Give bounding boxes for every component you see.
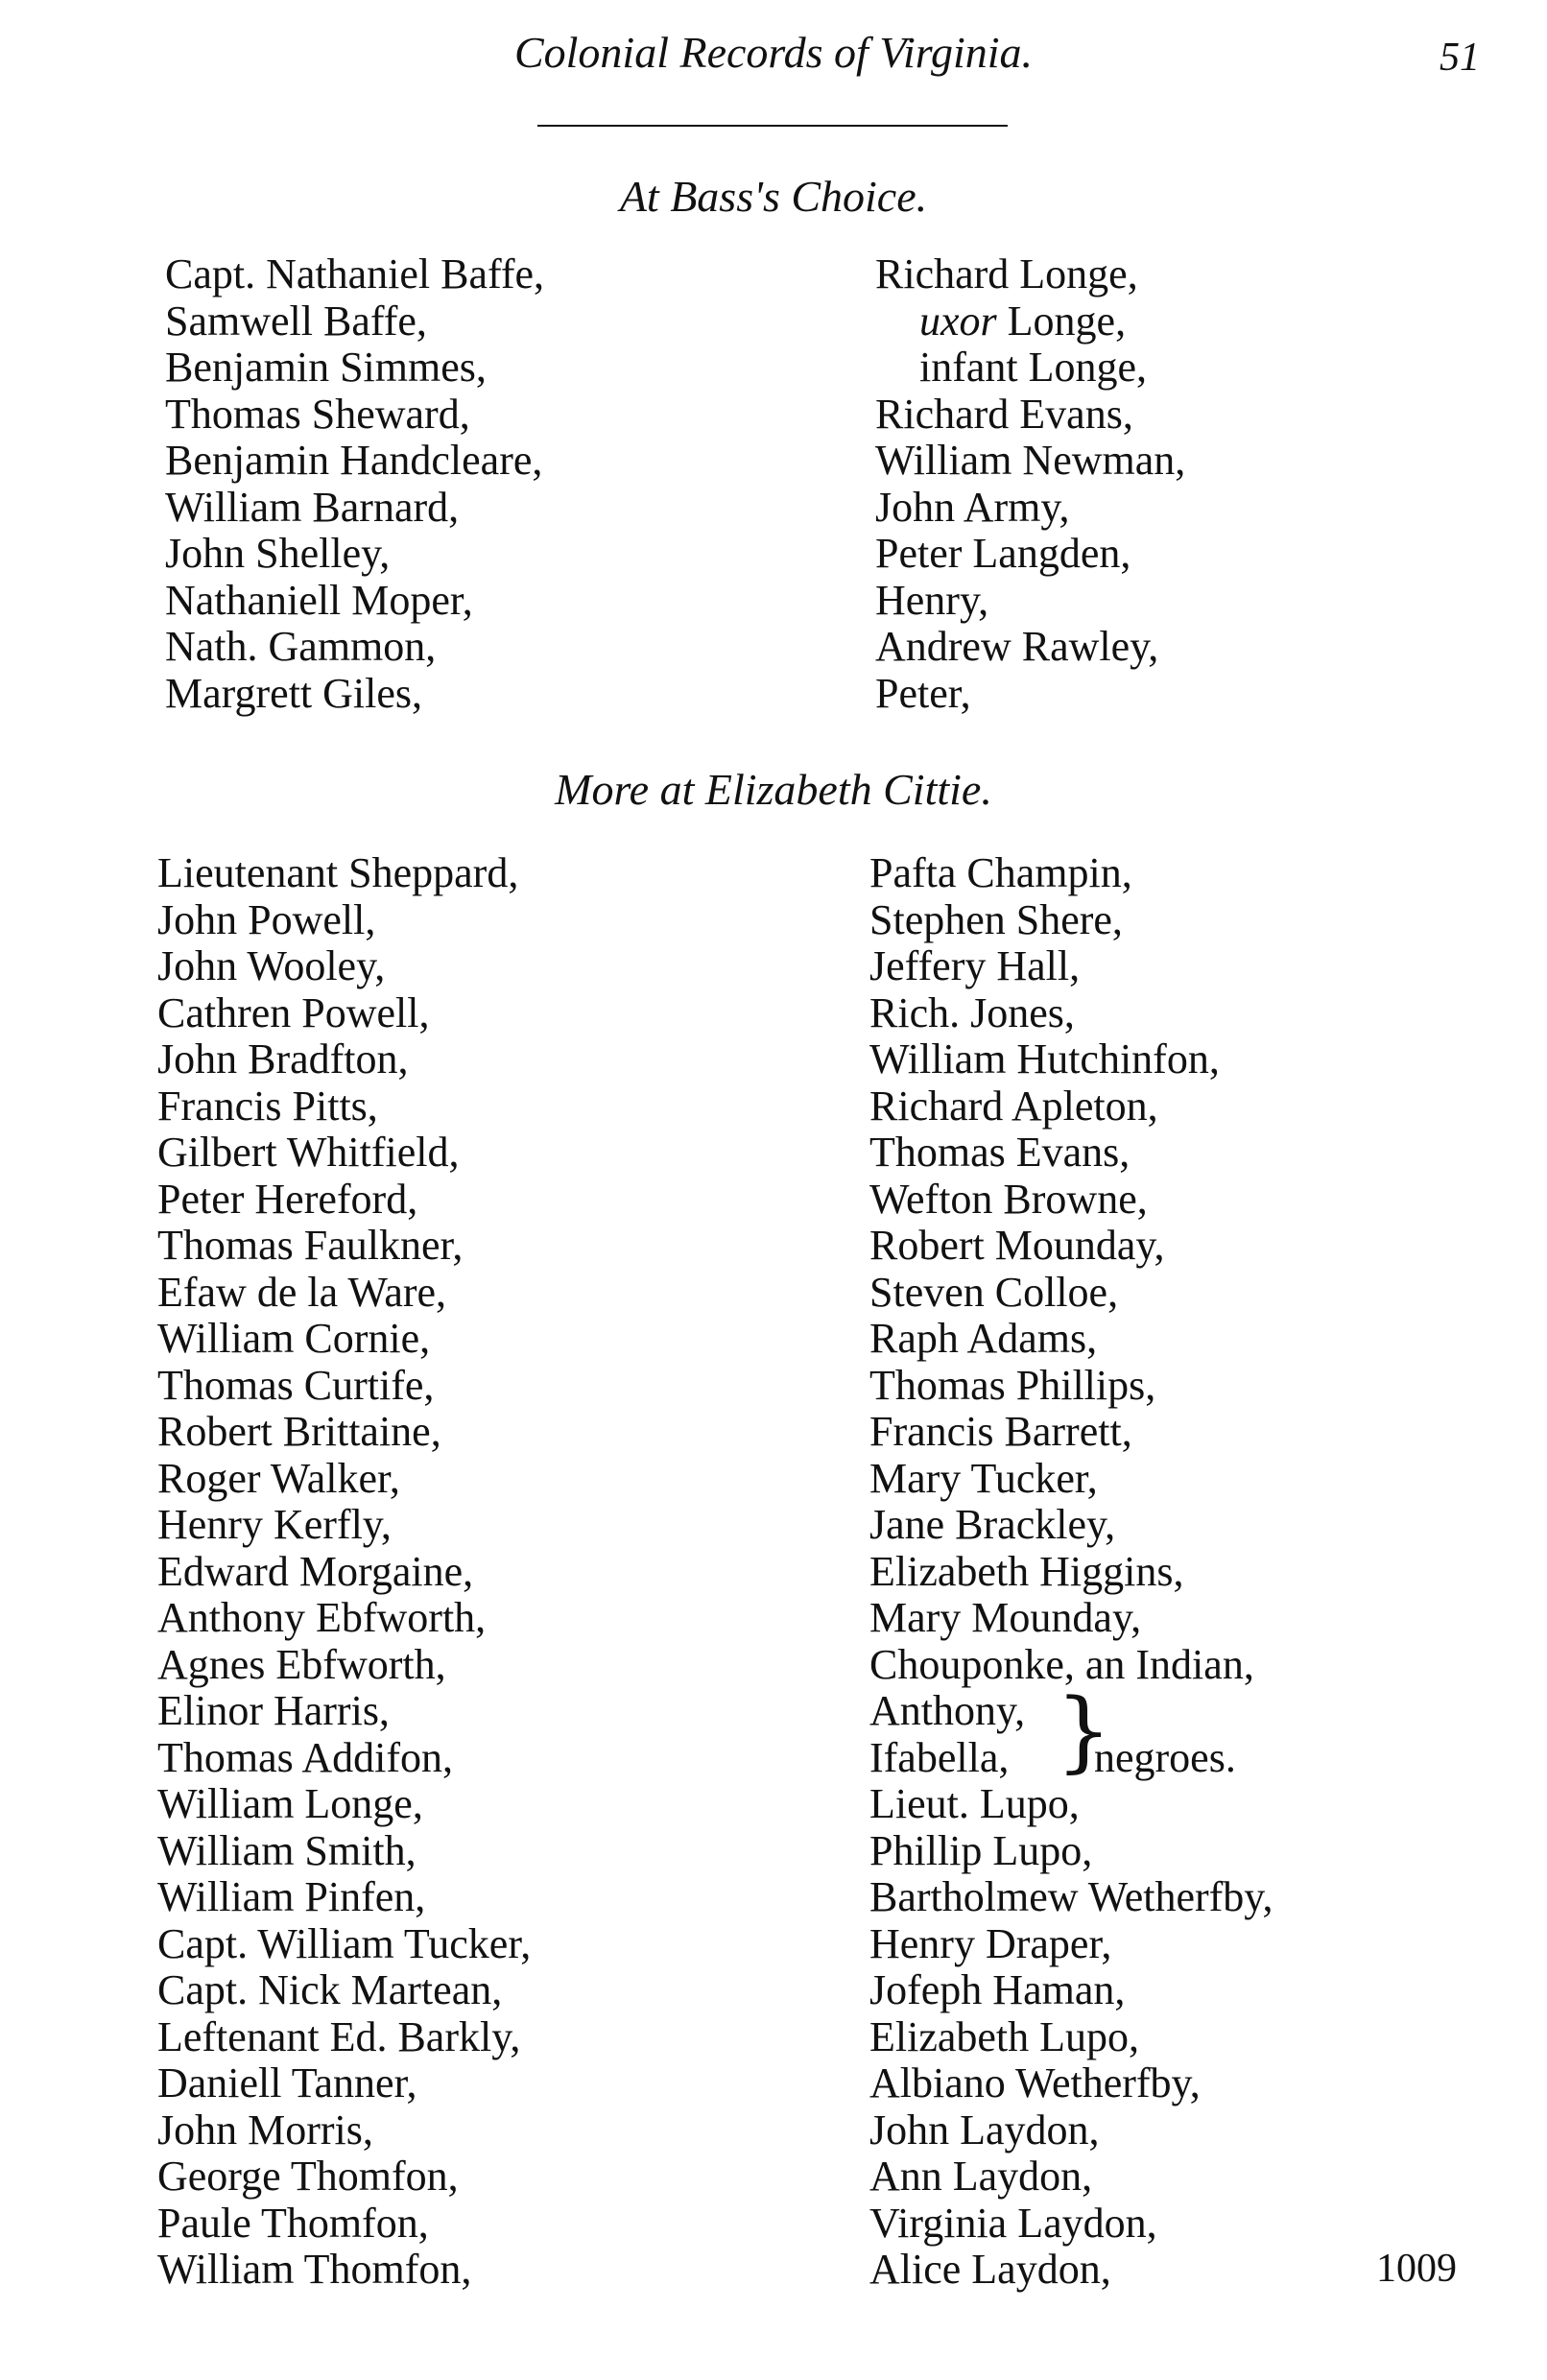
negroes-brace: } bbox=[1056, 1679, 1112, 1782]
name-text: Andrew Rawley, bbox=[875, 623, 1159, 670]
name-text: Peter, bbox=[875, 669, 971, 717]
name-entry bbox=[875, 671, 1185, 718]
negroes-label: negroes. bbox=[1094, 1734, 1236, 1781]
name-entry: Peter Hereford, bbox=[157, 1175, 418, 1223]
name-entry: William Smith, bbox=[157, 1826, 416, 1874]
name-entry: Francis Barrett, bbox=[869, 1408, 1132, 1455]
page-number: 51 bbox=[1440, 36, 1480, 80]
name-entry: Capt. William Tucker, bbox=[157, 1919, 532, 1967]
name-entry: Lieut. Lupo, bbox=[869, 1780, 1080, 1827]
name-entry bbox=[875, 624, 1185, 671]
name-text: Peter Langden, bbox=[875, 530, 1131, 577]
name-entry: Thomas Faulkner, bbox=[157, 1222, 464, 1269]
name-entry: John Shelley, bbox=[165, 530, 391, 577]
name-entry: William Pinfen, bbox=[157, 1873, 426, 1920]
name-text: Longe, bbox=[996, 297, 1127, 345]
name-entry: Raph Adams, bbox=[869, 1315, 1098, 1362]
name-entry: William Cornie, bbox=[157, 1315, 431, 1362]
name-entry: Jane Brackley, bbox=[869, 1501, 1116, 1548]
name-entry: Lieutenant Sheppard, bbox=[157, 849, 519, 896]
name-entry: Edward Morgaine, bbox=[157, 1547, 474, 1595]
elizabeth-cittie-right-column bbox=[869, 850, 1273, 2294]
name-entry: Gilbert Whitfield, bbox=[157, 1129, 460, 1176]
name-entry bbox=[875, 251, 1185, 298]
name-entry: Henry Kerfly, bbox=[157, 1501, 392, 1548]
name-entry: Efaw de la Ware, bbox=[157, 1268, 447, 1316]
name-entry: Bartholmew Wetherfby, bbox=[869, 1873, 1273, 1920]
name-entry: Benjamin Handcleare, bbox=[165, 437, 543, 484]
name-entry: Anthony Ebfworth, bbox=[157, 1594, 487, 1641]
name-entry: Margrett Giles, bbox=[165, 669, 423, 717]
name-entry: Wefton Browne, bbox=[869, 1175, 1148, 1223]
name-entry: Steven Colloe, bbox=[869, 1268, 1119, 1316]
name-entry: Agnes Ebfworth, bbox=[157, 1640, 446, 1688]
name-entry: Daniell Tanner, bbox=[157, 2059, 417, 2106]
bass-choice-right-column bbox=[875, 251, 1185, 717]
name-entry: Jofeph Haman, bbox=[869, 1966, 1126, 2013]
name-entry: Jeffery Hall, bbox=[869, 942, 1081, 989]
signature-number: 1009 bbox=[1376, 2247, 1457, 2291]
name-entry: Ifabella, bbox=[869, 1733, 1010, 1781]
name-entry: Richard Apleton, bbox=[869, 1082, 1158, 1130]
name-entry: Leftenant Ed. Barkly, bbox=[157, 2012, 521, 2060]
name-entry: Robert Mounday, bbox=[869, 1222, 1165, 1269]
name-entry: William Thomfon, bbox=[157, 2246, 472, 2293]
name-entry bbox=[875, 298, 1185, 345]
bass-choice-left-column bbox=[165, 251, 544, 717]
name-text: Henry, bbox=[875, 576, 989, 624]
name-entry: Thomas Phillips, bbox=[869, 1361, 1156, 1409]
name-entry bbox=[875, 578, 1185, 625]
name-entry: Stephen Shere, bbox=[869, 895, 1123, 943]
name-text: Richard Longe, bbox=[875, 250, 1138, 298]
name-text: Richard Evans, bbox=[875, 390, 1133, 438]
name-entry: Mary Mounday, bbox=[869, 1594, 1142, 1641]
name-entry: Anthony, bbox=[869, 1687, 1026, 1734]
name-entry: Alice Laydon, bbox=[869, 2246, 1111, 2293]
name-entry: Thomas Addifon, bbox=[157, 1733, 453, 1781]
name-entry: Capt. Nathaniel Baffe, bbox=[165, 250, 545, 298]
name-entry: Paule Thomfon, bbox=[157, 2199, 429, 2247]
name-entry: William Barnard, bbox=[165, 483, 460, 531]
name-entry: Rich. Jones, bbox=[869, 988, 1075, 1036]
name-entry: Capt. Nick Martean, bbox=[157, 1966, 503, 2013]
name-entry: John Laydon, bbox=[869, 2106, 1100, 2154]
name-entry bbox=[875, 438, 1185, 485]
name-entry: Roger Walker, bbox=[157, 1454, 400, 1502]
name-text: William Newman, bbox=[875, 437, 1186, 484]
name-entry: Albiano Wetherfby, bbox=[869, 2059, 1201, 2106]
name-entry: Elizabeth Higgins, bbox=[869, 1547, 1184, 1595]
name-entry bbox=[875, 531, 1185, 578]
name-entry: Robert Brittaine, bbox=[157, 1408, 441, 1455]
section-heading-bass-choice: At Bass's Choice. bbox=[619, 172, 928, 221]
name-entry: Mary Tucker, bbox=[869, 1454, 1098, 1502]
name-entry: Thomas Sheward, bbox=[165, 390, 470, 438]
name-text: John Army, bbox=[875, 483, 1070, 531]
name-entry: Phillip Lupo, bbox=[869, 1826, 1093, 1874]
name-entry bbox=[875, 485, 1185, 532]
elizabeth-cittie-left-column bbox=[157, 850, 531, 2294]
name-entry: William Hutchinfon, bbox=[869, 1035, 1220, 1083]
name-entry: John Morris, bbox=[157, 2106, 373, 2154]
name-entry: Thomas Evans, bbox=[869, 1129, 1130, 1176]
name-entry: Elinor Harris, bbox=[157, 1687, 390, 1734]
name-entry: Chouponke, an Indian, bbox=[869, 1640, 1254, 1688]
name-entry: Nath. Gammon, bbox=[165, 623, 437, 670]
section-heading-elizabeth-cittie: More at Elizabeth Cittie. bbox=[555, 765, 992, 814]
name-entry: Francis Pitts, bbox=[157, 1082, 378, 1130]
name-entry: Ann Laydon, bbox=[869, 2153, 1093, 2200]
running-header-title: Colonial Records of Virginia. bbox=[513, 28, 1034, 77]
name-entry bbox=[875, 345, 1185, 392]
name-text: infant Longe, bbox=[919, 344, 1148, 391]
name-entry: Samwell Baffe, bbox=[165, 297, 427, 345]
name-entry: Virginia Laydon, bbox=[869, 2199, 1157, 2247]
name-entry: Pafta Champin, bbox=[869, 849, 1132, 896]
name-entry: Cathren Powell, bbox=[157, 988, 430, 1036]
name-entry: Nathaniell Moper, bbox=[165, 576, 473, 624]
name-entry: George Thomfon, bbox=[157, 2153, 459, 2200]
name-entry: William Longe, bbox=[157, 1780, 423, 1827]
name-entry: John Wooley, bbox=[157, 942, 386, 989]
header-rule bbox=[537, 125, 1008, 127]
name-entry: John Bradfton, bbox=[157, 1035, 409, 1083]
name-entry bbox=[875, 392, 1185, 439]
name-entry: Thomas Curtife, bbox=[157, 1361, 435, 1409]
name-entry: Elizabeth Lupo, bbox=[869, 2012, 1140, 2060]
name-entry: Benjamin Simmes, bbox=[165, 344, 487, 391]
latin-term: uxor bbox=[919, 297, 997, 345]
name-entry: John Powell, bbox=[157, 895, 376, 943]
name-entry: Henry Draper, bbox=[869, 1919, 1112, 1967]
